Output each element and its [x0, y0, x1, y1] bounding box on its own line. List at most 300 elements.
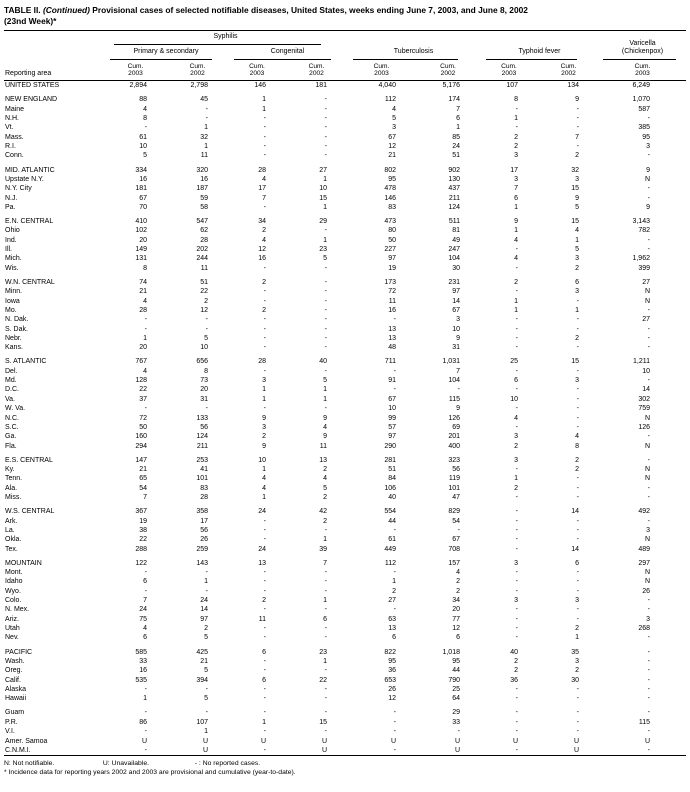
cell-value: 51 [200, 278, 208, 286]
cell-value: 294 [135, 442, 147, 450]
cell-value: 124 [448, 203, 460, 211]
cell-value: 15 [571, 358, 579, 366]
cell-value: 394 [196, 676, 208, 684]
cell-value: 2 [456, 587, 460, 595]
cell-value: 54 [452, 517, 460, 525]
notifiable-diseases-table [4, 30, 686, 756]
row-label: Tenn. [5, 475, 23, 483]
table-row [4, 559, 686, 568]
cell-value: 425 [196, 648, 208, 656]
cell-value: 7 [262, 194, 266, 202]
row-label: Hawaii [5, 695, 27, 703]
cell-value: 8 [575, 442, 579, 450]
row-label: Pa. [5, 203, 16, 211]
cell-value: 67 [139, 194, 147, 202]
cell-value: 6 [575, 278, 579, 286]
cell-value: 10 [388, 405, 396, 413]
cell-value: 656 [196, 358, 208, 366]
cell-value: - [647, 484, 650, 492]
row-label: N.J. [5, 194, 18, 202]
cell-value: - [576, 115, 579, 123]
cell-value: - [144, 405, 147, 413]
cell-value: 1,031 [442, 358, 460, 366]
cell-value: - [324, 526, 327, 534]
legend-not-notifiable: N: Not notifiable. [4, 760, 55, 768]
cell-value: - [144, 587, 147, 595]
cell-value: 6 [392, 634, 396, 642]
cell-value: 12 [388, 695, 396, 703]
cell-value: - [324, 96, 327, 104]
cell-value: 473 [384, 218, 396, 226]
cell-value: - [263, 288, 266, 296]
cell-value: 3 [456, 316, 460, 324]
cell-value: 11 [319, 442, 327, 450]
cell-value: 829 [448, 508, 460, 516]
cell-value: U [573, 746, 579, 754]
cell-value: 1 [323, 536, 327, 544]
cell-value: 86 [139, 718, 147, 726]
cell-value: 290 [384, 442, 396, 450]
cell-value: 24 [139, 606, 147, 614]
cell-value: 6 [514, 194, 518, 202]
cell-value: 15 [571, 218, 579, 226]
cell-value: U [321, 737, 327, 745]
cell-value: 33 [452, 718, 460, 726]
cell-value: - [205, 316, 208, 324]
cell-value: 211 [196, 442, 208, 450]
table-row [4, 376, 686, 385]
cell-value: 399 [638, 264, 650, 272]
cell-value: 97 [452, 288, 460, 296]
cell-value: - [263, 517, 266, 525]
cell-value: 16 [139, 667, 147, 675]
cell-value: 101 [448, 484, 460, 492]
cell-value: 24 [258, 508, 266, 516]
cell-value: 95 [452, 657, 460, 665]
cell-value: - [144, 746, 147, 754]
table-row [4, 175, 686, 184]
cell-value: 2 [514, 667, 518, 675]
cell-value: 3 [575, 657, 579, 665]
cell-value: - [205, 569, 208, 577]
cell-value: 147 [135, 456, 147, 464]
cell-value: 2 [514, 143, 518, 151]
table-row [4, 605, 686, 614]
cell-value: - [324, 124, 327, 132]
cell-value: 95 [388, 175, 396, 183]
cell-value: 4 [323, 475, 327, 483]
cell-value: N [644, 414, 650, 422]
cell-value: U [260, 737, 266, 745]
cell-value: - [205, 115, 208, 123]
table-row [4, 615, 686, 624]
table-row [4, 325, 686, 334]
row-label: W.S. CENTRAL [5, 508, 55, 516]
cell-value: 4 [262, 236, 266, 244]
cell-value: - [647, 377, 650, 385]
cell-value: - [515, 508, 518, 516]
cell-value: 28 [258, 358, 266, 366]
column-header-syphilis-ps-2002: Cum. 2002 [167, 60, 228, 81]
cell-value: 10 [452, 325, 460, 333]
cell-value: 51 [388, 466, 396, 474]
cell-value: 26 [642, 587, 650, 595]
cell-value: 1 [392, 578, 396, 586]
table-row [4, 357, 686, 366]
cell-value: 12 [388, 143, 396, 151]
cell-value: 97 [200, 615, 208, 623]
row-label: Mass. [5, 133, 24, 141]
cell-value: 547 [196, 218, 208, 226]
congenital-header: Congenital [228, 45, 347, 60]
cell-value: 2 [262, 597, 266, 605]
cell-value: 47 [452, 494, 460, 502]
table-label: TABLE II. [4, 5, 41, 15]
cell-value: - [515, 466, 518, 474]
cell-value: - [324, 578, 327, 586]
cell-value: 320 [196, 166, 208, 174]
cell-value: 3 [514, 152, 518, 160]
cell-value: - [647, 494, 650, 502]
cell-value: 4 [143, 297, 147, 305]
table-row [4, 306, 686, 315]
cell-value: 16 [258, 255, 266, 263]
cell-value: - [576, 395, 579, 403]
week-label: (23nd Week)* [4, 15, 57, 26]
cell-value: - [647, 606, 650, 614]
cell-value: 133 [196, 414, 208, 422]
continued-label: (Continued) [42, 5, 90, 15]
cell-value: 107 [506, 82, 518, 90]
column-header-syphilis-ps-2003: Cum. 2003 [104, 60, 167, 81]
cell-value: 1 [514, 115, 518, 123]
cell-value: - [576, 367, 579, 375]
cell-value: N [644, 536, 650, 544]
cell-value: - [263, 685, 266, 693]
cell-value: 14 [452, 297, 460, 305]
table-row [4, 666, 686, 675]
cell-value: 31 [452, 344, 460, 352]
cell-value: - [263, 657, 266, 665]
cell-value: - [647, 676, 650, 684]
cell-value: 4 [143, 367, 147, 375]
row-label: Ark. [5, 517, 18, 525]
row-label: N. Dak. [5, 316, 29, 324]
cell-value: 126 [638, 423, 650, 431]
table-row [4, 226, 686, 235]
cell-value: 95 [642, 133, 650, 141]
cell-value: 69 [452, 423, 460, 431]
table-row [4, 184, 686, 193]
cell-value: - [263, 203, 266, 211]
cell-value: 5 [204, 334, 208, 342]
cell-value: 9 [323, 433, 327, 441]
cell-value: 437 [448, 185, 460, 193]
cell-value: 24 [258, 545, 266, 553]
cell-value: 115 [448, 395, 460, 403]
cell-value: U [390, 737, 396, 745]
cell-value: - [144, 316, 147, 324]
row-label: MOUNTAIN [5, 559, 42, 567]
cell-value: 2 [514, 484, 518, 492]
table-row [4, 685, 686, 694]
table-row [4, 676, 686, 685]
row-label: N.H. [5, 115, 19, 123]
cell-value: - [515, 334, 518, 342]
cell-value: - [263, 325, 266, 333]
cell-value: 2 [514, 442, 518, 450]
cell-value: 6 [514, 377, 518, 385]
cell-value: - [393, 728, 396, 736]
cell-value: 104 [448, 377, 460, 385]
cell-value: 492 [638, 508, 650, 516]
cell-value: - [324, 728, 327, 736]
cell-value: 2 [323, 494, 327, 502]
cell-value: - [647, 152, 650, 160]
row-label: Ga. [5, 433, 17, 441]
cell-value: 3 [514, 559, 518, 567]
row-label: Guam [5, 709, 25, 717]
cell-value: 4 [514, 414, 518, 422]
table-row [4, 737, 686, 746]
table-row [4, 334, 686, 343]
cell-value: 3 [575, 288, 579, 296]
table-row [4, 587, 686, 596]
cell-value: 102 [135, 227, 147, 235]
cell-value: - [324, 316, 327, 324]
row-label: P.R. [5, 718, 18, 726]
cell-value: 40 [319, 358, 327, 366]
table-row [4, 166, 686, 175]
cell-value: 3 [262, 423, 266, 431]
cell-value: 1 [323, 236, 327, 244]
row-label: Iowa [5, 297, 20, 305]
cell-value: 187 [196, 185, 208, 193]
cell-value: 10 [258, 456, 266, 464]
cell-value: - [515, 405, 518, 413]
cell-value: 1 [262, 96, 266, 104]
cell-value: - [457, 386, 460, 394]
cell-value: 30 [571, 676, 579, 684]
cell-value: 7 [456, 105, 460, 113]
typhoid-group-header: Typhoid fever [480, 31, 599, 60]
cell-value: - [647, 709, 650, 717]
cell-value: 1,018 [442, 648, 460, 656]
cell-value: 31 [200, 395, 208, 403]
table-row [4, 624, 686, 633]
cell-value: 4 [262, 175, 266, 183]
cell-value: 51 [452, 152, 460, 160]
cell-value: - [576, 526, 579, 534]
cell-value: - [515, 536, 518, 544]
cell-value: N [644, 475, 650, 483]
table-row [4, 648, 686, 657]
cell-value: 259 [196, 545, 208, 553]
cell-value: 1 [323, 203, 327, 211]
table-row [4, 203, 686, 212]
row-label: La. [5, 526, 15, 534]
cell-value: - [393, 569, 396, 577]
cell-value: 115 [638, 718, 650, 726]
cell-value: 11 [200, 152, 208, 160]
cell-value: 2 [262, 227, 266, 235]
cell-value: - [393, 746, 396, 754]
cell-value: - [576, 494, 579, 502]
cell-value: - [647, 728, 650, 736]
cell-value: 8 [204, 367, 208, 375]
cell-value: - [576, 709, 579, 717]
cell-value: - [647, 344, 650, 352]
cell-value: 10 [319, 185, 327, 193]
cell-value: - [647, 456, 650, 464]
cell-value: - [576, 587, 579, 595]
cell-value: - [324, 334, 327, 342]
cell-value: 1 [323, 386, 327, 394]
cell-value: 67 [388, 133, 396, 141]
cell-value: 5,176 [442, 82, 460, 90]
cell-value: N [644, 578, 650, 586]
cell-value: 9 [646, 166, 650, 174]
cell-value: 585 [135, 648, 147, 656]
cell-value: - [393, 316, 396, 324]
cell-value: 2 [392, 587, 396, 595]
cell-value: 535 [135, 676, 147, 684]
cell-value: - [263, 634, 266, 642]
table-row [4, 535, 686, 544]
cell-value: 36 [510, 676, 518, 684]
table-row [4, 526, 686, 535]
cell-value: - [576, 325, 579, 333]
cell-value: 59 [200, 194, 208, 202]
cell-value: - [324, 606, 327, 614]
cell-value: 3 [575, 175, 579, 183]
cell-value: - [205, 105, 208, 113]
cell-value: 1 [456, 124, 460, 132]
row-label: Amer. Samoa [5, 737, 48, 745]
cell-value: - [576, 316, 579, 324]
cell-value: 7 [575, 133, 579, 141]
row-label: Va. [5, 395, 15, 403]
cell-value: 4 [575, 433, 579, 441]
cell-value: 449 [384, 545, 396, 553]
cell-value: 14 [642, 386, 650, 394]
cell-value: 790 [448, 676, 460, 684]
cell-value: 11 [388, 297, 396, 305]
row-label: Mo. [5, 306, 17, 314]
row-label: C.N.M.I. [5, 746, 31, 754]
cell-value: U [454, 737, 460, 745]
cell-value: 201 [448, 433, 460, 441]
cell-value: 160 [135, 433, 147, 441]
cell-value: - [324, 569, 327, 577]
cell-value: - [324, 695, 327, 703]
table-row [4, 123, 686, 132]
row-label: N.C. [5, 414, 19, 422]
cell-value: 410 [135, 218, 147, 226]
cell-value: 7 [514, 185, 518, 193]
row-label: Utah [5, 625, 20, 633]
cell-value: - [205, 709, 208, 717]
table-row [4, 142, 686, 151]
cell-value: 50 [139, 423, 147, 431]
cell-value: 27 [319, 166, 327, 174]
cell-value: 1 [143, 695, 147, 703]
cell-value: - [515, 615, 518, 623]
row-label: Del. [5, 367, 18, 375]
cell-value: 14 [571, 508, 579, 516]
cell-value: - [324, 634, 327, 642]
cell-value: 288 [135, 545, 147, 553]
cell-value: 4 [392, 105, 396, 113]
cell-value: - [263, 115, 266, 123]
cell-value: U [454, 746, 460, 754]
cell-value: - [647, 695, 650, 703]
cell-value: 10 [139, 143, 147, 151]
cell-value: - [576, 423, 579, 431]
cell-value: 5 [204, 695, 208, 703]
table-row [4, 278, 686, 287]
cell-value: 25 [452, 685, 460, 693]
cell-value: 1 [514, 297, 518, 305]
cell-value: - [515, 494, 518, 502]
cell-value: 3 [646, 526, 650, 534]
table-row [4, 474, 686, 483]
row-label: Ind. [5, 236, 17, 244]
cell-value: - [647, 115, 650, 123]
cell-value: 1 [262, 395, 266, 403]
table-row [4, 245, 686, 254]
cell-value: 13 [388, 334, 396, 342]
cell-value: 26 [388, 685, 396, 693]
cell-value: 149 [135, 246, 147, 254]
cell-value: - [263, 587, 266, 595]
row-label: N.Y. City [5, 185, 32, 193]
cell-value: 34 [258, 218, 266, 226]
cell-value: 63 [388, 615, 396, 623]
cell-value: 4,040 [378, 82, 396, 90]
cell-value: 3 [514, 175, 518, 183]
cell-value: - [576, 484, 579, 492]
cell-value: 2,894 [129, 82, 147, 90]
cell-value: - [263, 578, 266, 586]
cell-value: 19 [139, 517, 147, 525]
cell-value: - [324, 278, 327, 286]
cell-value: 6 [575, 559, 579, 567]
cell-value: 10 [510, 395, 518, 403]
cell-value: - [263, 709, 266, 717]
table-row [4, 236, 686, 245]
cell-value: 128 [135, 377, 147, 385]
cell-value: 61 [388, 536, 396, 544]
table-row [4, 456, 686, 465]
cell-value: - [576, 414, 579, 422]
cell-value: 7 [143, 494, 147, 502]
cell-value: - [576, 728, 579, 736]
cell-value: 7 [456, 367, 460, 375]
table-row [4, 367, 686, 376]
cell-value: 3 [575, 597, 579, 605]
cell-value: 112 [384, 559, 396, 567]
cell-value: - [263, 667, 266, 675]
cell-value: 12 [452, 625, 460, 633]
cell-value: 2 [262, 278, 266, 286]
cell-value: - [263, 367, 266, 375]
row-label: Miss. [5, 494, 22, 502]
table-row [4, 484, 686, 493]
column-header-congenital-2002: Cum. 2002 [286, 60, 347, 81]
cell-value: 5 [204, 667, 208, 675]
row-label: Upstate N.Y. [5, 175, 44, 183]
